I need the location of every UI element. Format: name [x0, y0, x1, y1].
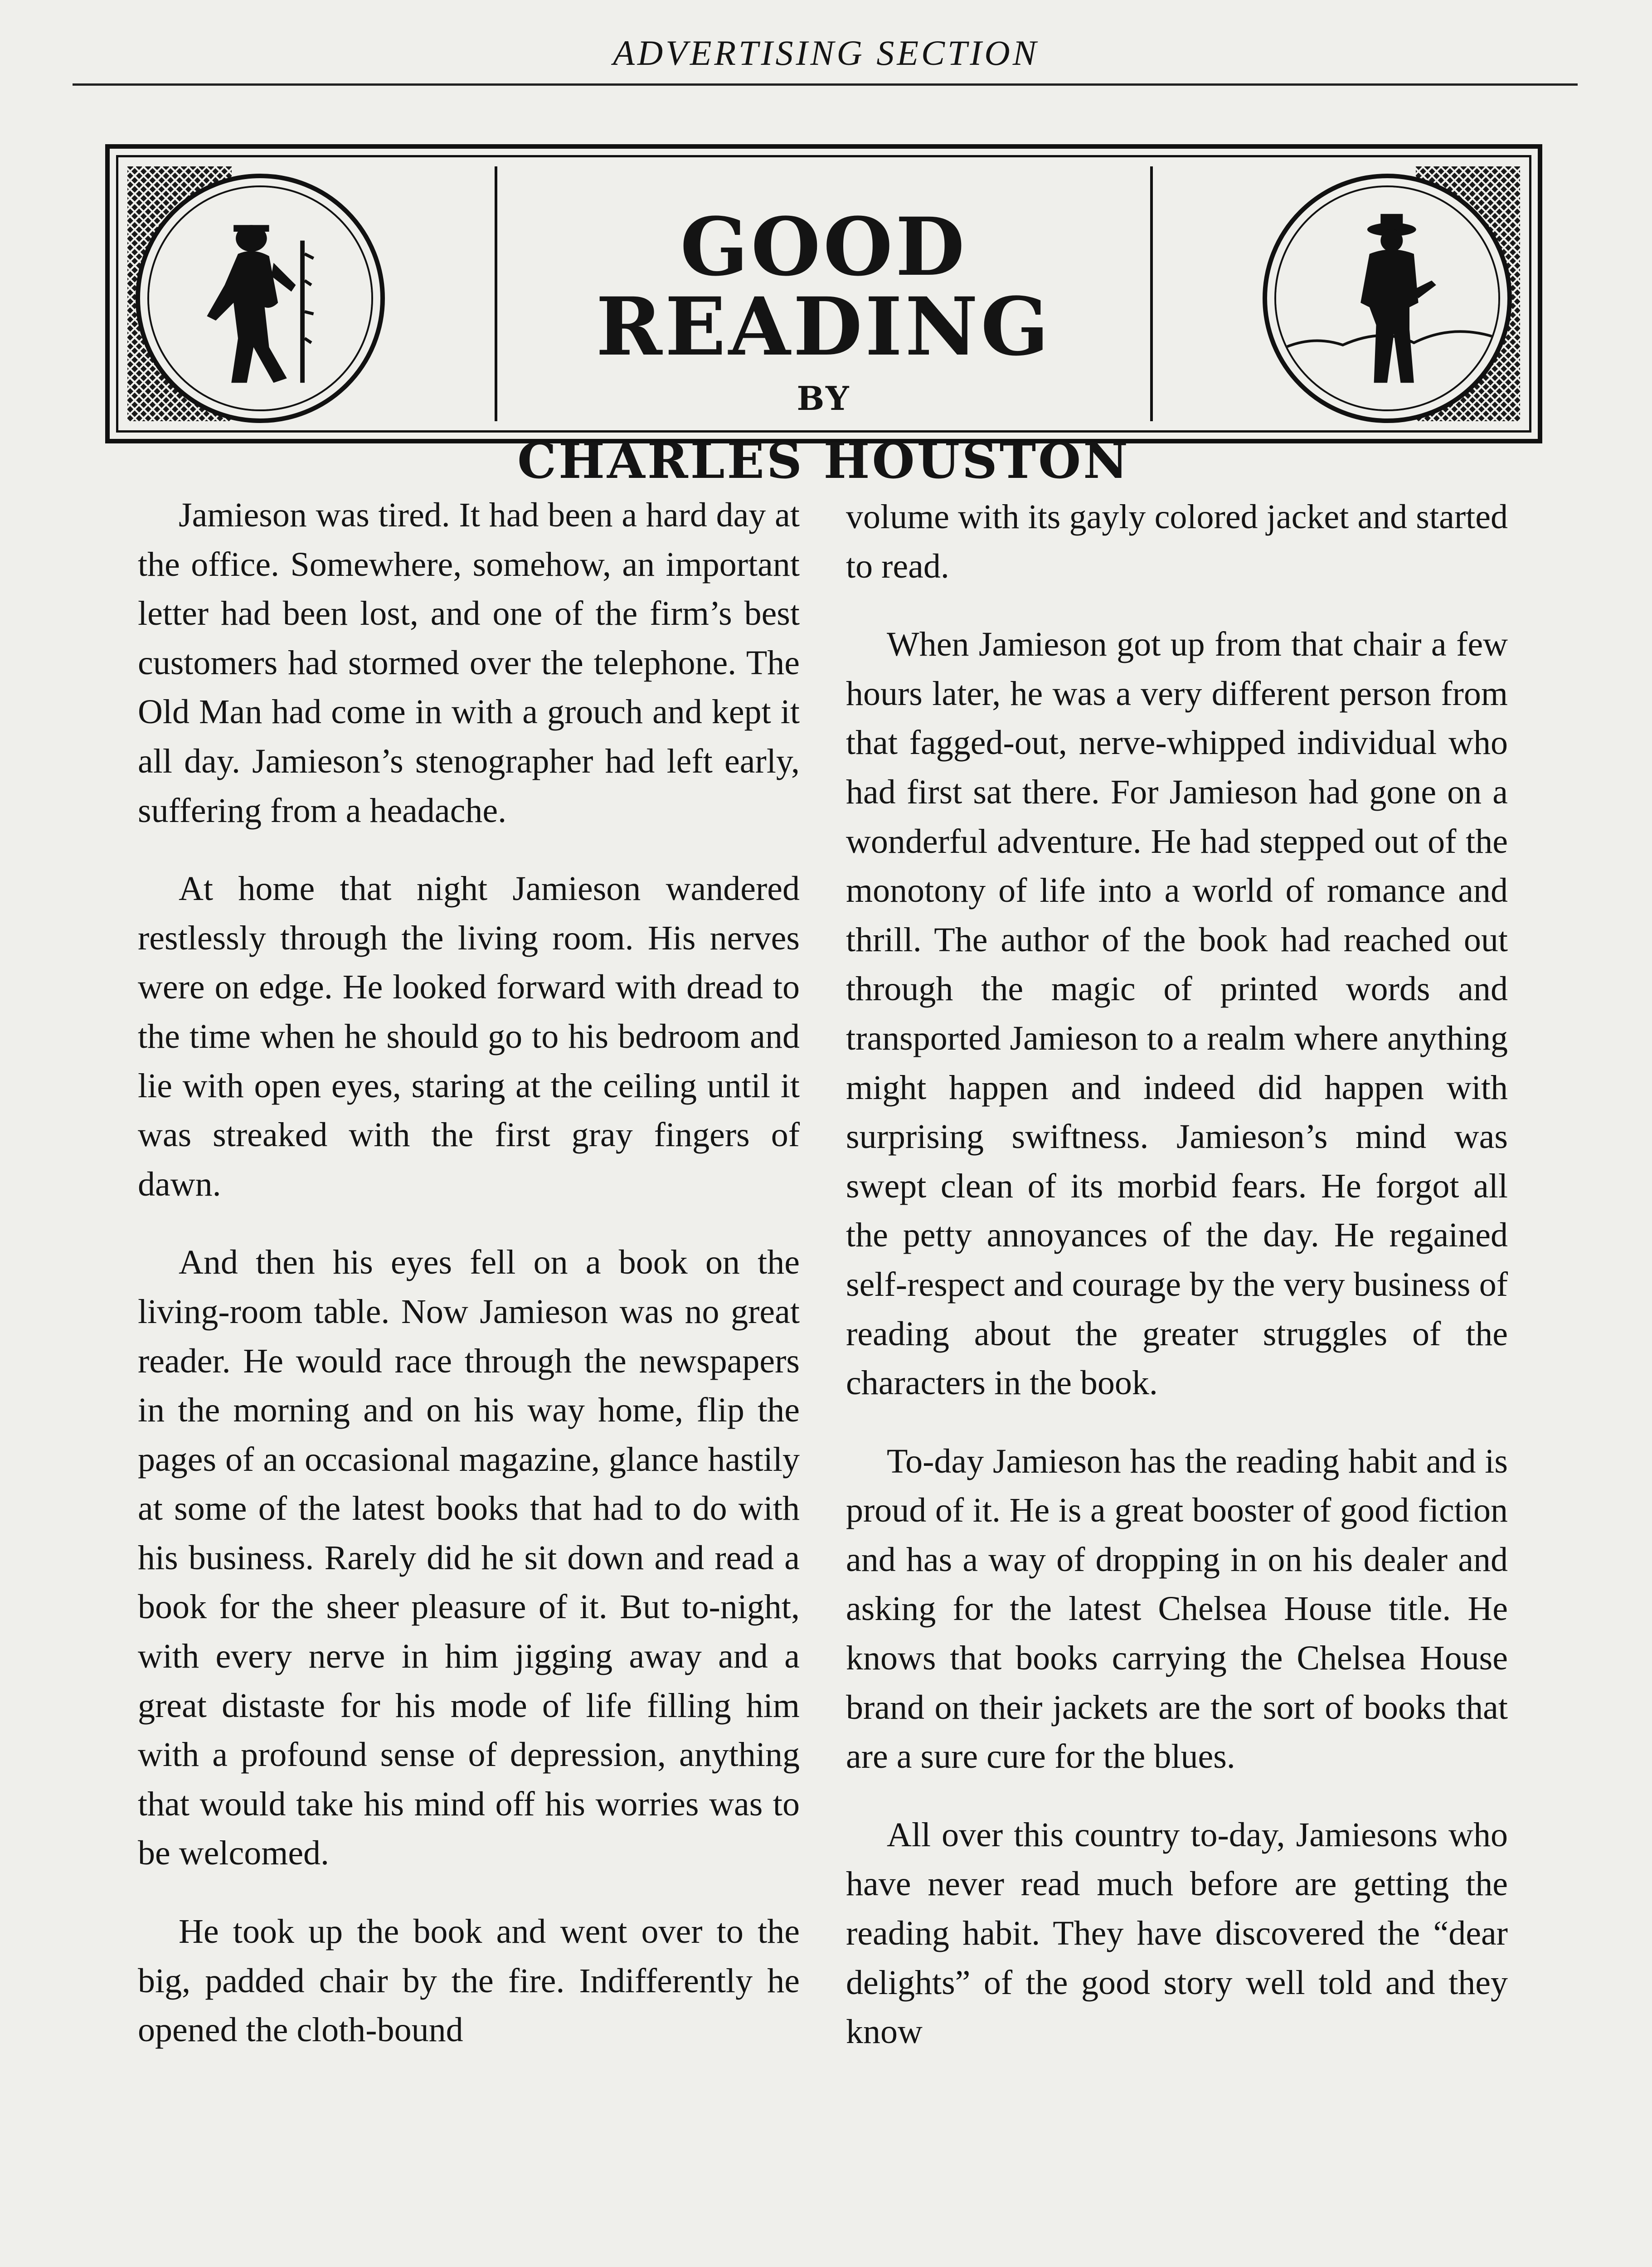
paragraph: He took up the book and went over to the big, padded chair by the fire. Indifferently he opened the cloth-bound	[138, 1912, 800, 2049]
paragraph: And then his eyes fell on a book on the living-room table. Now Jamieson was no great reader. He would race through the newspapers in the morning and on his way home, flip the pages of an occasional magazine, glance hastily at some of the latest books that had to do with his business. Rarely did he sit down and read a book for the sheer pleasure of it. But to-night, with every nerve in him jigging away and a great distaste for his mode of life filling him with a profound sense of depression, anything that would take his mind off his worries was to be welcomed.	[138, 1243, 800, 1873]
banner-inner-border	[116, 155, 1531, 490]
title-banner	[105, 144, 1542, 490]
paragraph: All over this country to-day, Jamiesons who have never read much before are getting the reading habit. They have discovered the “dear delights” of the good story well told and they know	[846, 1815, 1508, 2051]
article-column-right	[846, 492, 1508, 2057]
paragraph: When Jamieson got up from that chair a few hours later, he was a very different person from that fagged-out, nerve-whipped individual who had first sat there. For Jamieson had gone on a wonderful adventure. He had stepped out of the monotony of life into a world of romance and thrill. The author of the book had reached out through the magic of printed words and transported Jamieson to a realm where anything might happen and indeed did happen with surprising swiftness. Jamieson’s mind was swept clean of its morbid fears. He forgot all the petty annoyances of the day. He regained self-respect and courage by the very business of reading about the greater struggles of the characters in the book.	[846, 625, 1508, 1402]
header-rule	[73, 83, 1578, 86]
cowboy-silhouette-icon	[1263, 174, 1512, 423]
byline-author: CHARLES HOUSTON	[517, 433, 1130, 490]
paragraph: Jamieson was tired. It had been a hard day at the office. Somewhere, somehow, an important letter had been lost, and one of the firm’s best customers had stormed over the telephone. The Old Man had come in with a grouch and kept it all day. Jamieson’s stenographer had left early, suffering from a headache.	[138, 496, 800, 830]
running-head: ADVERTISING SECTION	[613, 33, 1039, 73]
title-block	[495, 166, 1153, 490]
paragraph: To-day Jamieson has the reading habit and is proud of it. He is a great booster of good fiction and has a way of dropping in on his dealer and asking for the latest Chelsea House title. He knows that books carrying the Chelsea House brand on their jackets are the sort of books that are a sure cure for the blues.	[846, 1442, 1508, 1776]
paragraph: At home that night Jamieson wandered restlessly through the living room. His nerves were on edge. He looked forward with dread to the time when he should go to his bedroom and lie with open eyes, staring at the ceiling until it was streaked with the first gray fingers of dawn.	[138, 870, 800, 1203]
walking-man-silhouette-icon	[136, 174, 385, 423]
page-title: GOOD READING	[596, 200, 1052, 374]
byline-by: BY	[797, 379, 851, 418]
article-column-left	[138, 491, 800, 2055]
paragraph: volume with its gayly colored jacket and started to read.	[846, 498, 1508, 585]
